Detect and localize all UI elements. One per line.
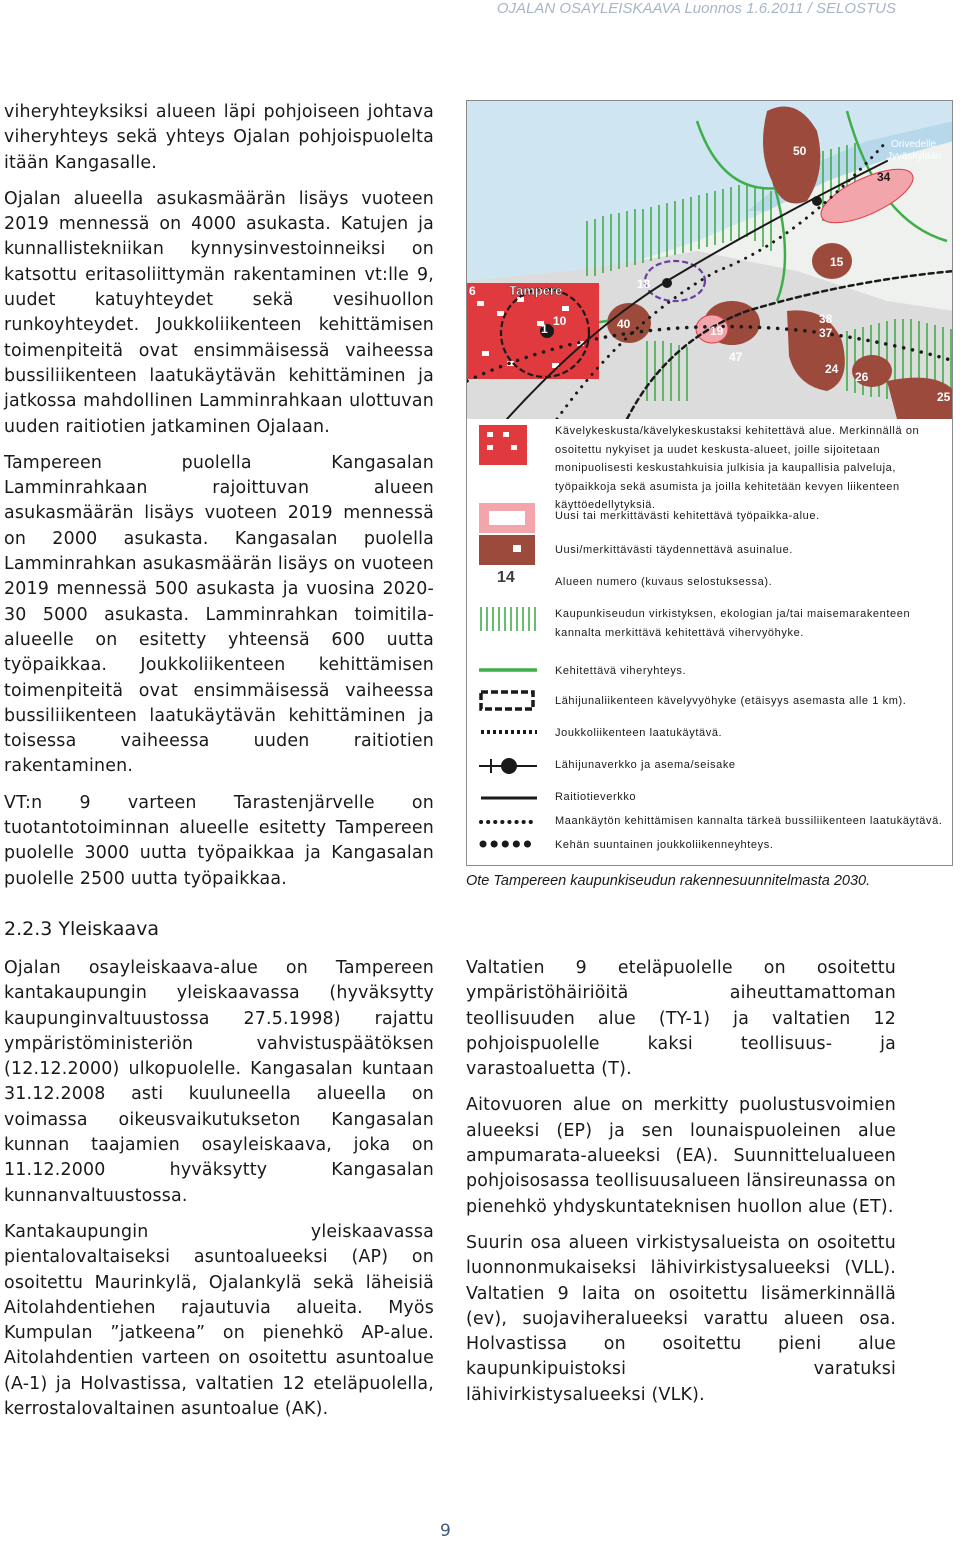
legend-text: Kehän suuntainen joukkoliikenneyhteys. (555, 839, 774, 851)
label-6: 6 (469, 284, 476, 298)
legend-text: Joukkoliikenteen laatukäytävä. (555, 727, 723, 739)
label-25: 25 (937, 390, 951, 404)
legend-symbol-commuter-rail (479, 755, 545, 777)
label-50: 50 (793, 144, 807, 158)
label-1: 1 (541, 322, 548, 336)
label-10: 10 (553, 314, 567, 328)
label-24: 24 (825, 362, 839, 376)
label-19: 19 (710, 324, 724, 338)
label-15: 15 (830, 255, 844, 269)
left-column-bottom (4, 956, 434, 1433)
legend-text: Maankäytön kehittämisen kannalta tärkeä bussiliikenteen laatukäytävä. (555, 815, 943, 827)
legend-text: Lähijunaverkko ja asema/seisake (555, 759, 736, 771)
paragraph: Kantakaupungin yleiskaavassa pientalovaltaiseksi asuntoalueeksi (AP) on osoitettu Maurinkylä, Ojalankylä sekä läheisiä Aitolahdentiehen rajautuvia alueita. Myös Kumpulan ”jatkeena” on pienehkö AP-alue. Aitolahdentien varteen on osoitettu asuntoalue (A-1) ja Holvastissa, valtatien 12 eteläpuolella, kerrostalovaltainen asuntoalue (AK). (4, 1221, 434, 1420)
legend-symbol-work (479, 503, 545, 537)
legend-text: Raitiotieverkko (555, 791, 637, 803)
label-jyvaskylaan: Jyväskylään (887, 151, 942, 162)
section-heading: 2.2.3 Yleiskaava (4, 918, 159, 940)
legend-text: Kävelykeskusta/kävelykeskustaksi kehitettävä alue. Merkinnällä on osoitettu nykyiset ja uudet keskusta-alueet, joille sijoitetaan monipuolisesti keskustahkuisia julkisia ja kaupallisia palveluja, työpaikkoja sekä asumista ja joilla kehitetään kevyen liikenteen käyttöedellytyksiä. (555, 425, 920, 511)
label-47: 47 (729, 350, 743, 364)
legend-symbol-tram (479, 791, 545, 805)
legend-text: Uusi tai merkittävästi kehitettävä työpaikka-alue. (555, 510, 820, 522)
paragraph: VT:n 9 varteen Tarastenjärvelle on tuotantotoiminnan alueelle esitetty Tampereen puolelle 3000 uutta työpaikkaa ja Kangasalan puolelle 2500 uutta työpaikkaa. (4, 792, 434, 889)
legend-text: Uusi/merkittävästi täydennettävä asuinalue. (555, 544, 793, 556)
map-legend (467, 419, 953, 866)
legend-symbol-bus-corridor (479, 815, 545, 829)
paragraph: Suurin osa alueen virkistysalueista on osoitettu luonnonmukaiseksi lähivirkistysalueeksi (VLL). Valtatien 9 laita on osoitettu lisämerkinnällä (ev), suojaviheralueeksi varattu alueen osa. Holvastissa on osoitettu pieni alue kaupunkipuistoksi varatuksi lähivirkistysalueeksi (VLK). (466, 1232, 896, 1405)
running-header: OJALAN OSAYLEISKAAVA Luonnos 1.6.2011 / SELOSTUS (496, 0, 896, 17)
label-40: 40 (617, 317, 631, 331)
legend-symbol-green-zone (479, 607, 545, 633)
paragraph: Ojalan alueella asukasmäärän lisäys vuoteen 2019 mennessä on 4000 asukasta. Katujen ja kunnallistekniikan kynnysinvestoinneiksi on katsottu eritasoliittymän rakentaminen vt:lle 9, uudet katuyhteydet sekä vesihuollon runkoyhteydet. Joukkoliikenteen kehittämisen toimenpiteitä ovat ensimmäisessä vaiheessa bussiliikenteen laatukäytävän kehittäminen ja jatkossa mahdollinen Lamminrahkaan ulottuvan uuden raitiotien jatkaminen Ojalaan. (4, 188, 434, 437)
right-column-bottom (466, 956, 896, 1419)
legend-symbol-green-link (479, 663, 545, 677)
left-column-top (4, 100, 434, 903)
structure-plan-map (467, 101, 953, 419)
page-number: 9 (440, 1521, 451, 1541)
label-34: 34 (877, 170, 891, 184)
paragraph: viheryhteyksiksi alueen läpi pohjoiseen johtava viheryhteys sekä yhteys Ojalan pohjoispuolelta itään Kangasalle. (4, 102, 434, 173)
legend-text: Lähijunaliikenteen kävelyvyöhyke (etäisyys asemasta alle 1 km). (555, 695, 907, 707)
legend-symbol-walking-zone (479, 689, 545, 713)
legend-text: Alueen numero (kuvaus selostuksessa). (555, 576, 773, 588)
paragraph: Tampereen puolella Kangasalan Lamminrahkaan rajoittuvan alueen asukasmäärän lisäys vuoteen 2019 mennessä on 2000 asukasta. Kangasalan puolella Lamminrahkan asukasmäärän lisäys on vuoteen 2019 mennessä 500 asukasta ja vuosina 2020-30 5000 asukasta. Lamminrahkan toimitila-alueelle on esitetty yhteensä 600 uutta työpaikkaa. Joukkoliikenteen kehittämisen toimenpiteitä ovat ensimmäisessä vaiheessa bussiliikenteen laatukäytävän kehittäminen ja toisessa vaiheessa uuden raitiotien rakentaminen. (4, 452, 434, 777)
legend-symbol-centre (479, 425, 545, 467)
legend-symbol-ring-transit (479, 837, 545, 851)
paragraph: Aitovuoren alue on merkitty puolustusvoimien alueeksi (EP) ja sen lounaispuoleinen alue ampumarata-alueeksi (EA). Suunnittelualueen pohjoisosassa teollisuusalueen länsireunassa on pienehkö yhdyskuntateknisen huollon alue (ET). (466, 1095, 896, 1217)
map-figure (466, 100, 953, 866)
paragraph: Valtatien 9 eteläpuolelle on osoitettu ympäristöhäiriöitä aiheuttamattoman teollisuuden alue (TY-1) ja valtatien 12 pohjoispuolelle kaksi teollisuus- ja varastoaluetta (T). (466, 958, 896, 1080)
label-orivedelle: Orivedelle (891, 139, 937, 150)
legend-text: Kaupunkiseudun virkistyksen, ekologian ja/tai maisemarakenteen kannalta merkittävä kehitettävä vihervyöhyke. (555, 608, 911, 639)
legend-symbol-transit-corridor (479, 725, 545, 739)
label-38: 38 (819, 312, 833, 326)
label-37: 37 (819, 326, 833, 340)
figure-caption: Ote Tampereen kaupunkiseudun rakennesuunnitelmasta 2030. (466, 873, 871, 889)
legend-symbol-residential (479, 535, 545, 569)
paragraph: Ojalan osayleiskaava-alue on Tampereen kantakaupungin yleiskaavassa (hyväksytty kaupunginvaltuustossa 27.5.1998) rajattu ympäristöministeriön vahvistuspäätöksen (12.12.2000) ulkopuolelle. Kangasalan kuntaan 31.12.2008 asti kuuluneella alueella on voimassa oikeusvaikutukseton Kangasalan kunnan taajamien osayleiskaava, joka on 11.12.2000 hyväksytty Kangasalan kunnanvaltuustossa. (4, 958, 434, 1206)
label-tampere: Tampere (509, 283, 563, 298)
label-26: 26 (855, 370, 869, 384)
legend-symbol-number: 14 (497, 569, 515, 586)
legend-text: Kehitettävä viheryhteys. (555, 665, 687, 677)
label-18: 18 (637, 277, 651, 291)
